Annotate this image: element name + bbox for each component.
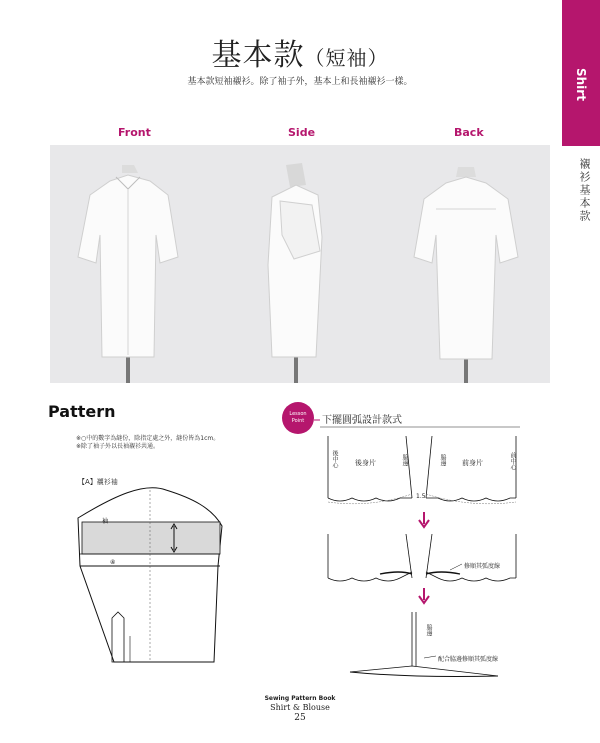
tag-connector xyxy=(314,417,320,423)
pattern-heading: Pattern xyxy=(48,402,116,421)
label-back-piece: 後身片 xyxy=(355,459,376,467)
page-title xyxy=(150,30,450,74)
lesson-point-line2: Point xyxy=(291,418,305,424)
diagram-title-rule xyxy=(320,426,520,428)
pattern-note-seam: ※○中的數字為縫份，除指定處之外，縫份皆為1cm。 xyxy=(76,435,220,442)
sleeve-pattern-label: 【A】襯衫袖 xyxy=(78,478,118,486)
label-back-center: 後中心 xyxy=(331,450,338,468)
page-subtitle: 基本款短袖襯衫。除了袖子外，基本上和長袖襯衫一樣。 xyxy=(187,77,413,87)
view-label-side: Side xyxy=(288,126,316,139)
title-main: 基本款 xyxy=(211,38,305,73)
footer-book-title: Sewing Pattern Book xyxy=(264,695,336,702)
footer-book-subtitle: Shirt & Blouse xyxy=(270,703,330,712)
arrow-down-icon xyxy=(419,512,429,527)
side-shirt-image xyxy=(268,163,322,383)
side-vertical-text: 襯衫基本款 xyxy=(578,158,591,223)
page-number: 25 xyxy=(294,713,306,723)
label-curve-note: 修順其弧度線 xyxy=(464,563,501,570)
sleeve-yoke-mark: 袖 xyxy=(102,518,109,525)
pattern-note-shared: ※除了袖子外以長袖襯衫共通。 xyxy=(76,443,160,450)
label-front-center: 前中心 xyxy=(509,452,516,470)
arrow-down-icon xyxy=(419,588,429,603)
label-side-seam-left: 脇邊 xyxy=(401,454,408,466)
lesson-point-badge xyxy=(282,402,314,434)
side-tab-label: Shirt xyxy=(574,67,588,101)
title-paren: （短袖） xyxy=(304,46,389,70)
label-measure: 1.5 xyxy=(416,493,426,500)
shirt-photos xyxy=(50,145,550,383)
label-side-seam-bottom: 脇邊 xyxy=(425,624,432,636)
lesson-point-line1: Lesson xyxy=(289,411,307,417)
sleeve-pattern-drawing xyxy=(74,486,254,666)
label-side-seam-right: 脇邊 xyxy=(439,454,446,466)
diagram-title: 下擺圓弧設計款式 xyxy=(322,415,402,426)
label-front-piece: 前身片 xyxy=(462,459,483,467)
label-align-note: 配合脇邊修順其弧度線 xyxy=(438,656,499,663)
sleeve-circled-mark: ④ xyxy=(110,559,116,566)
view-label-back: Back xyxy=(454,126,484,139)
view-label-front: Front xyxy=(118,126,151,139)
